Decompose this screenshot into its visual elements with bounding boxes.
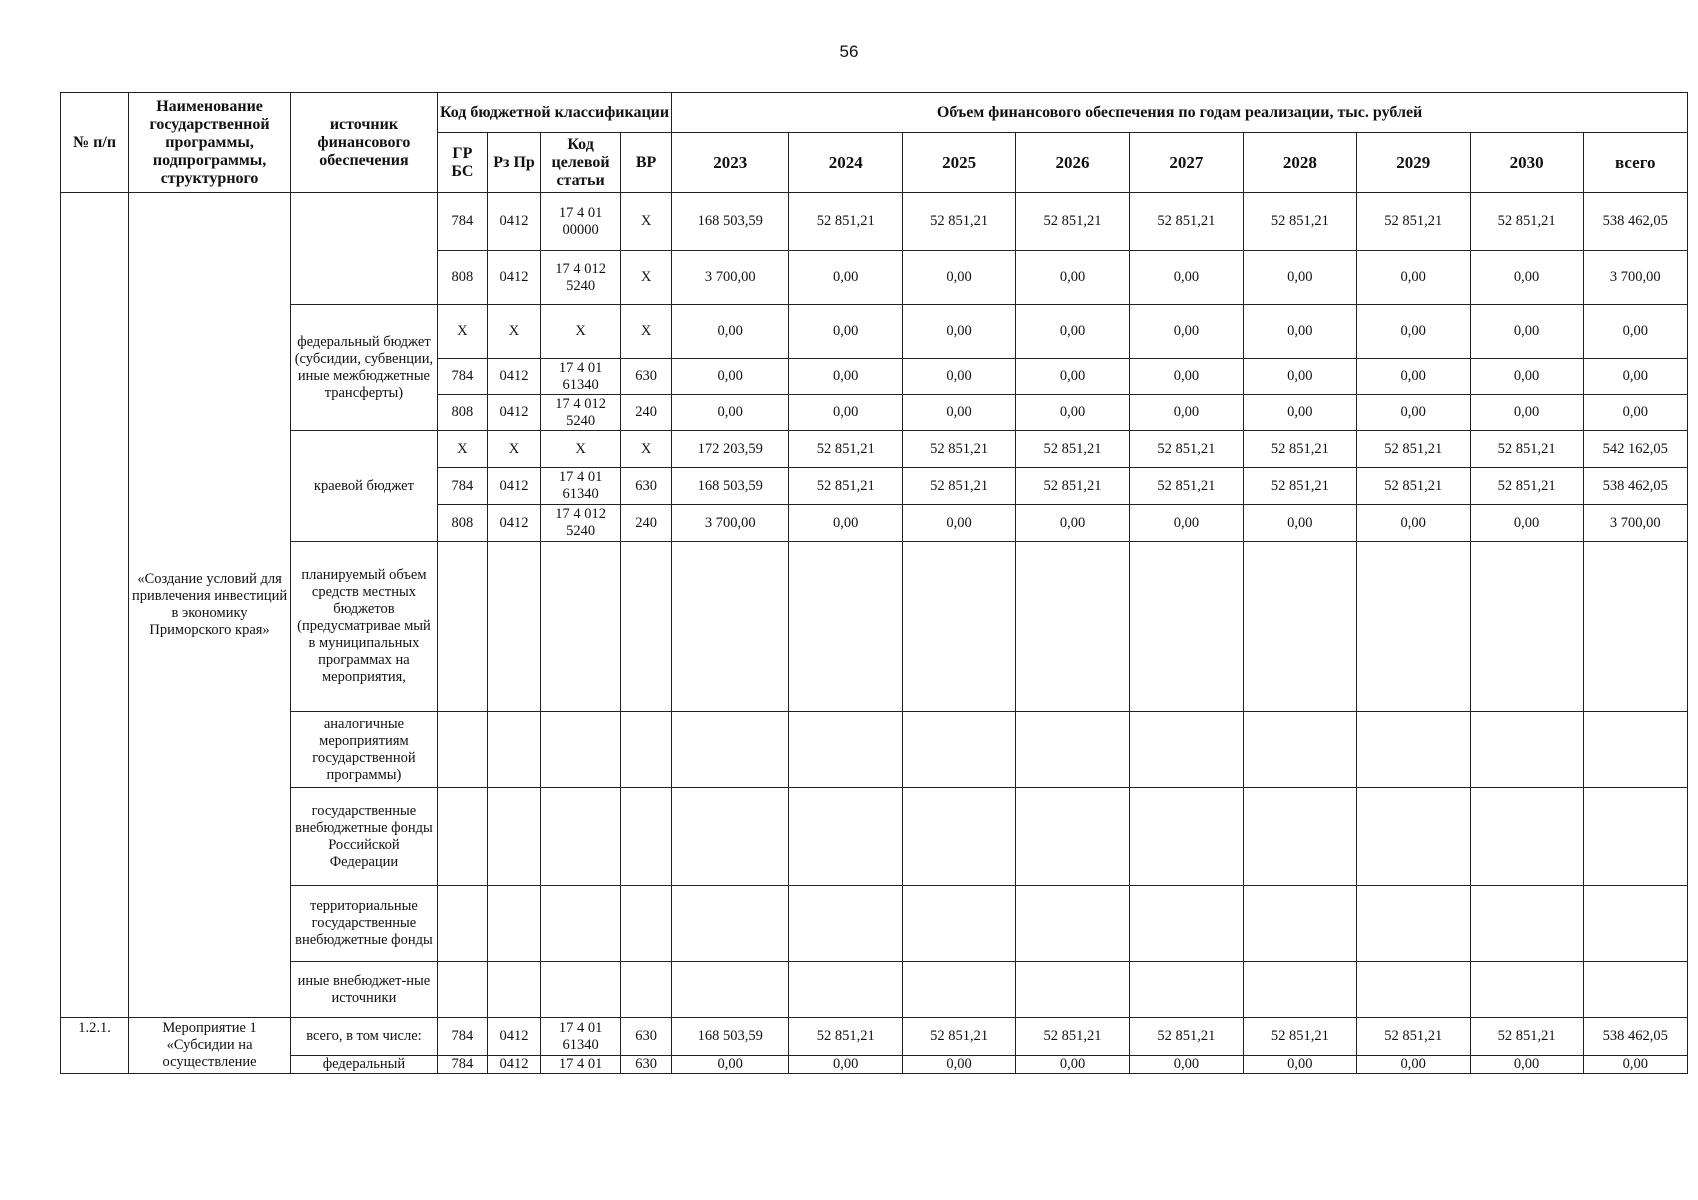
grbs-cell: 784 <box>437 1056 487 1074</box>
total-cell: 0,00 <box>1583 395 1687 431</box>
empty-cell <box>903 886 1016 962</box>
header-vr: ВР <box>621 133 672 193</box>
value-cell: 52 851,21 <box>1470 193 1583 251</box>
value-cell: 0,00 <box>1243 1056 1356 1074</box>
value-cell: 0,00 <box>1356 395 1470 431</box>
vr-cell: 240 <box>621 395 672 431</box>
empty-cell <box>437 962 487 1018</box>
empty-cell <box>1356 886 1470 962</box>
empty-cell <box>437 886 487 962</box>
empty-cell <box>437 542 487 712</box>
value-cell: 52 851,21 <box>1243 1018 1356 1056</box>
value-cell: 52 851,21 <box>1243 193 1356 251</box>
value-cell: 52 851,21 <box>789 431 903 468</box>
empty-cell <box>621 712 672 788</box>
value-cell: 0,00 <box>1470 251 1583 305</box>
value-cell: 52 851,21 <box>789 468 903 505</box>
value-cell: 0,00 <box>903 305 1016 359</box>
empty-cell <box>903 542 1016 712</box>
empty-cell <box>903 788 1016 886</box>
value-cell: 52 851,21 <box>903 193 1016 251</box>
empty-cell <box>789 886 903 962</box>
empty-cell <box>672 712 789 788</box>
value-cell: 52 851,21 <box>1243 431 1356 468</box>
vr-cell: X <box>621 431 672 468</box>
empty-cell <box>621 788 672 886</box>
grbs-cell: 808 <box>437 395 487 431</box>
kcs-cell: X <box>541 431 621 468</box>
value-cell: 52 851,21 <box>903 1018 1016 1056</box>
value-cell: 172 203,59 <box>672 431 789 468</box>
value-cell: 0,00 <box>1129 251 1243 305</box>
empty-cell <box>487 962 540 1018</box>
value-cell: 0,00 <box>1470 305 1583 359</box>
kcs-cell: 17 4 01 61340 <box>541 359 621 395</box>
rzpr-cell: 0412 <box>487 468 540 505</box>
value-cell: 0,00 <box>1470 359 1583 395</box>
value-cell: 52 851,21 <box>1129 468 1243 505</box>
header-name: Наименование государственной программы, подпрограммы, структурного <box>129 93 291 193</box>
value-cell: 0,00 <box>672 359 789 395</box>
empty-cell <box>1016 542 1130 712</box>
source-federal: федеральный бюджет (субсидии, субвенции, иные межбюджетные трансферты) <box>290 305 437 431</box>
empty-cell <box>1243 712 1356 788</box>
vr-cell: 240 <box>621 505 672 542</box>
value-cell: 0,00 <box>1129 1056 1243 1074</box>
header-year: 2024 <box>789 133 903 193</box>
value-cell: 52 851,21 <box>903 468 1016 505</box>
value-cell: 0,00 <box>1243 251 1356 305</box>
empty-cell <box>1583 962 1687 1018</box>
header-kcs: Код целевой статьи <box>541 133 621 193</box>
table-row <box>61 886 1688 962</box>
header-year: 2030 <box>1470 133 1583 193</box>
value-cell: 168 503,59 <box>672 193 789 251</box>
value-cell: 0,00 <box>789 395 903 431</box>
table-row <box>61 788 1688 886</box>
kcs-cell: 17 4 012 5240 <box>541 505 621 542</box>
value-cell: 0,00 <box>1016 505 1130 542</box>
table-row <box>61 305 1688 359</box>
kcs-cell: 17 4 01 <box>541 1056 621 1074</box>
empty-cell <box>1470 962 1583 1018</box>
vr-cell: X <box>621 305 672 359</box>
table-row <box>61 1018 1688 1056</box>
empty-cell <box>672 886 789 962</box>
empty-cell <box>487 712 540 788</box>
value-cell: 0,00 <box>789 251 903 305</box>
empty-cell <box>1356 712 1470 788</box>
empty-cell <box>541 962 621 1018</box>
empty-cell <box>621 962 672 1018</box>
empty-cell <box>437 712 487 788</box>
empty-cell <box>1016 962 1130 1018</box>
total-cell: 538 462,05 <box>1583 193 1687 251</box>
total-cell: 3 700,00 <box>1583 505 1687 542</box>
total-cell: 3 700,00 <box>1583 251 1687 305</box>
empty-cell <box>1129 788 1243 886</box>
value-cell: 52 851,21 <box>789 193 903 251</box>
empty-cell <box>1356 962 1470 1018</box>
rzpr-cell: 0412 <box>487 1018 540 1056</box>
grbs-cell: X <box>437 431 487 468</box>
value-cell: 3 700,00 <box>672 251 789 305</box>
empty-cell <box>1470 788 1583 886</box>
measure-federal-label: федеральный <box>290 1056 437 1074</box>
table-row <box>61 962 1688 1018</box>
table-row <box>61 712 1688 788</box>
empty-cell <box>1583 542 1687 712</box>
grbs-cell: 784 <box>437 1018 487 1056</box>
value-cell: 52 851,21 <box>1243 468 1356 505</box>
value-cell: 52 851,21 <box>1129 431 1243 468</box>
value-cell: 0,00 <box>903 1056 1016 1074</box>
value-cell: 0,00 <box>1356 505 1470 542</box>
vr-cell: 630 <box>621 359 672 395</box>
value-cell: 52 851,21 <box>1016 468 1130 505</box>
value-cell: 52 851,21 <box>1016 1018 1130 1056</box>
empty-cell <box>1356 542 1470 712</box>
value-cell: 0,00 <box>1016 1056 1130 1074</box>
vr-cell: 630 <box>621 1018 672 1056</box>
value-cell: 0,00 <box>1243 505 1356 542</box>
grbs-cell: 784 <box>437 359 487 395</box>
empty-cell <box>1470 712 1583 788</box>
empty-cell <box>1016 788 1130 886</box>
total-cell: 538 462,05 <box>1583 468 1687 505</box>
kcs-cell: X <box>541 305 621 359</box>
value-cell: 0,00 <box>1129 359 1243 395</box>
value-cell: 0,00 <box>1016 395 1130 431</box>
empty-cell <box>1016 712 1130 788</box>
empty-cell <box>1129 712 1243 788</box>
measure-total-label: всего, в том числе: <box>290 1018 437 1056</box>
value-cell: 0,00 <box>1016 305 1130 359</box>
grbs-cell: 808 <box>437 505 487 542</box>
header-volume: Объем финансового обеспечения по годам реализации, тыс. рублей <box>672 93 1688 133</box>
value-cell: 0,00 <box>789 1056 903 1074</box>
empty-cell <box>541 542 621 712</box>
value-cell: 52 851,21 <box>1470 468 1583 505</box>
empty-cell <box>1470 886 1583 962</box>
value-cell: 52 851,21 <box>1356 193 1470 251</box>
page-number: 56 <box>839 42 859 61</box>
value-cell: 0,00 <box>1356 1056 1470 1074</box>
header-year: 2029 <box>1356 133 1470 193</box>
total-cell: 538 462,05 <box>1583 1018 1687 1056</box>
table-row <box>61 193 1688 251</box>
empty-cell <box>1356 788 1470 886</box>
empty-cell <box>672 962 789 1018</box>
empty-cell <box>487 788 540 886</box>
empty-cell <box>541 712 621 788</box>
grbs-cell: 808 <box>437 251 487 305</box>
empty-cell <box>621 886 672 962</box>
header-year: 2023 <box>672 133 789 193</box>
value-cell: 0,00 <box>672 1056 789 1074</box>
value-cell: 0,00 <box>1129 305 1243 359</box>
empty-cell <box>1243 542 1356 712</box>
vr-cell: X <box>621 251 672 305</box>
table-row <box>61 431 1688 468</box>
empty-cell <box>1583 712 1687 788</box>
empty-cell <box>621 542 672 712</box>
kcs-cell: 17 4 01 61340 <box>541 468 621 505</box>
rzpr-cell: 0412 <box>487 359 540 395</box>
value-cell: 0,00 <box>1129 505 1243 542</box>
value-cell: 0,00 <box>1129 395 1243 431</box>
row-number-cell <box>61 193 129 1018</box>
empty-cell <box>1129 542 1243 712</box>
total-cell: 0,00 <box>1583 359 1687 395</box>
grbs-cell: 784 <box>437 193 487 251</box>
table-row <box>61 542 1688 712</box>
rzpr-cell: 0412 <box>487 1056 540 1074</box>
value-cell: 168 503,59 <box>672 1018 789 1056</box>
source-territorial-funds: территориальные государственные внебюджетные фонды <box>290 886 437 962</box>
value-cell: 52 851,21 <box>1016 193 1130 251</box>
value-cell: 0,00 <box>1356 305 1470 359</box>
header-no: № п/п <box>61 93 129 193</box>
value-cell: 52 851,21 <box>1470 431 1583 468</box>
empty-cell <box>437 788 487 886</box>
empty-cell <box>789 788 903 886</box>
value-cell: 0,00 <box>1243 395 1356 431</box>
total-cell: 0,00 <box>1583 1056 1687 1074</box>
measure-number: 1.2.1. <box>61 1018 129 1074</box>
empty-cell <box>1583 886 1687 962</box>
financing-table <box>60 92 1688 1074</box>
program-name: «Создание условий для привлечения инвестиций в экономику Приморского края» <box>129 193 291 1018</box>
value-cell: 0,00 <box>672 395 789 431</box>
source-local-budgets-cont: аналогичные мероприятиям государственной программы) <box>290 712 437 788</box>
empty-cell <box>541 788 621 886</box>
empty-cell <box>672 788 789 886</box>
header-year: 2025 <box>903 133 1016 193</box>
empty-cell <box>1470 542 1583 712</box>
empty-cell <box>1583 788 1687 886</box>
rzpr-cell: 0412 <box>487 395 540 431</box>
grbs-cell: X <box>437 305 487 359</box>
measure-name: Мероприятие 1 «Субсидии на осуществление <box>129 1018 291 1074</box>
value-cell: 52 851,21 <box>1016 431 1130 468</box>
empty-cell <box>1016 886 1130 962</box>
value-cell: 0,00 <box>1470 505 1583 542</box>
rzpr-cell: 0412 <box>487 251 540 305</box>
grbs-cell: 784 <box>437 468 487 505</box>
rzpr-cell: X <box>487 431 540 468</box>
value-cell: 0,00 <box>1470 1056 1583 1074</box>
value-cell: 0,00 <box>1356 359 1470 395</box>
value-cell: 0,00 <box>1243 305 1356 359</box>
value-cell: 0,00 <box>672 305 789 359</box>
empty-cell <box>1243 788 1356 886</box>
value-cell: 52 851,21 <box>1356 1018 1470 1056</box>
empty-cell <box>903 712 1016 788</box>
value-cell: 52 851,21 <box>903 431 1016 468</box>
header-grbs: ГР БС <box>437 133 487 193</box>
empty-cell <box>1243 886 1356 962</box>
value-cell: 0,00 <box>903 505 1016 542</box>
source-other: иные внебюджет-ные источники <box>290 962 437 1018</box>
empty-cell <box>903 962 1016 1018</box>
value-cell: 52 851,21 <box>1470 1018 1583 1056</box>
value-cell: 0,00 <box>903 251 1016 305</box>
empty-cell <box>1129 962 1243 1018</box>
value-cell: 0,00 <box>1243 359 1356 395</box>
header-source: источник финансового обеспечения <box>290 93 437 193</box>
total-cell: 542 162,05 <box>1583 431 1687 468</box>
empty-cell <box>789 962 903 1018</box>
value-cell: 0,00 <box>789 305 903 359</box>
source-local-budgets: планируемый объем средств местных бюджетов (предусматривае мый в муниципальных программах на мероприятия, <box>290 542 437 712</box>
rzpr-cell: 0412 <box>487 505 540 542</box>
value-cell: 0,00 <box>1470 395 1583 431</box>
value-cell: 0,00 <box>789 505 903 542</box>
vr-cell: 630 <box>621 468 672 505</box>
kcs-cell: 17 4 01 61340 <box>541 1018 621 1056</box>
header-rzpr: Рз Пр <box>487 133 540 193</box>
value-cell: 52 851,21 <box>1356 468 1470 505</box>
source-regional: краевой бюджет <box>290 431 437 542</box>
total-cell: 0,00 <box>1583 305 1687 359</box>
value-cell: 3 700,00 <box>672 505 789 542</box>
rzpr-cell: 0412 <box>487 193 540 251</box>
empty-cell <box>487 542 540 712</box>
value-cell: 52 851,21 <box>1129 1018 1243 1056</box>
header-year: 2026 <box>1016 133 1130 193</box>
value-cell: 168 503,59 <box>672 468 789 505</box>
source-state-funds: государственные внебюджетные фонды Российской Федерации <box>290 788 437 886</box>
empty-cell <box>789 542 903 712</box>
value-cell: 0,00 <box>1016 359 1130 395</box>
header-year: 2028 <box>1243 133 1356 193</box>
vr-cell: 630 <box>621 1056 672 1074</box>
value-cell: 52 851,21 <box>1356 431 1470 468</box>
value-cell: 52 851,21 <box>789 1018 903 1056</box>
kcs-cell: 17 4 01 00000 <box>541 193 621 251</box>
header-year: 2027 <box>1129 133 1243 193</box>
rzpr-cell: X <box>487 305 540 359</box>
value-cell: 0,00 <box>1016 251 1130 305</box>
empty-cell <box>1243 962 1356 1018</box>
value-cell: 0,00 <box>903 359 1016 395</box>
value-cell: 0,00 <box>903 395 1016 431</box>
value-cell: 0,00 <box>1356 251 1470 305</box>
empty-cell <box>789 712 903 788</box>
empty-cell <box>1129 886 1243 962</box>
kcs-cell: 17 4 012 5240 <box>541 251 621 305</box>
kcs-cell: 17 4 012 5240 <box>541 395 621 431</box>
value-cell: 0,00 <box>789 359 903 395</box>
empty-cell <box>672 542 789 712</box>
vr-cell: X <box>621 193 672 251</box>
empty-cell <box>487 886 540 962</box>
header-year-total: всего <box>1583 133 1687 193</box>
source-cell-empty <box>290 193 437 305</box>
header-budget-code: Код бюджетной классификации <box>437 93 671 133</box>
empty-cell <box>541 886 621 962</box>
value-cell: 52 851,21 <box>1129 193 1243 251</box>
table-row <box>61 1056 1688 1074</box>
